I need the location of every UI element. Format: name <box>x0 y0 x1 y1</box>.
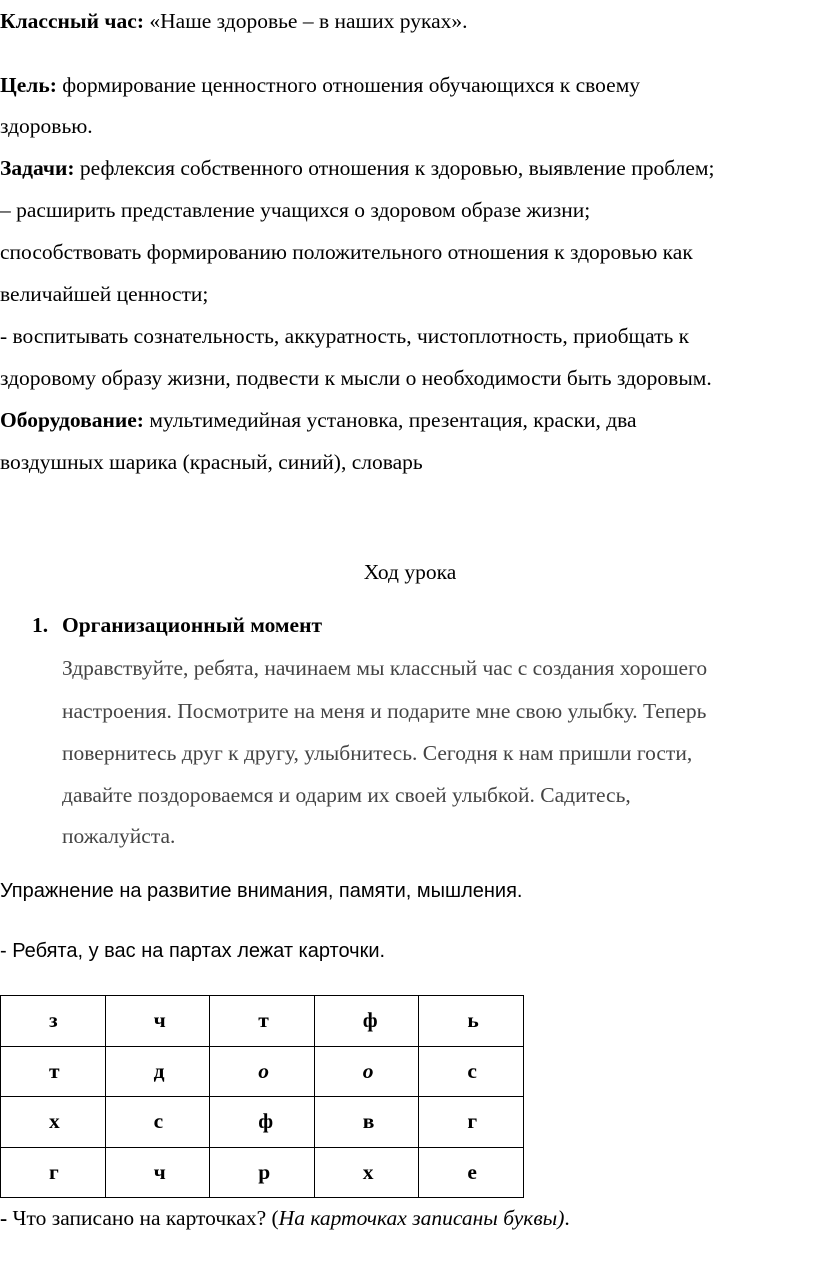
tasks-line-2: – расширить представление учащихся о здоровом образе жизни; <box>0 198 591 222</box>
question-answer: На карточках записаны буквы) <box>278 1206 565 1230</box>
table-cell: т <box>1 1046 106 1097</box>
table-cell: г <box>1 1147 106 1198</box>
tasks-line-4: величайшей ценности; <box>0 282 209 306</box>
tasks-text-1: рефлексия собственного отношения к здоровью, выявление проблем; <box>74 156 715 180</box>
exercise-title: Упражнение на развитие внимания, памяти, мышления. <box>0 880 523 902</box>
class-hour-label: Классный час: <box>0 9 145 33</box>
equipment-text-1: мультимедийная установка, презентация, краски, два <box>143 408 637 432</box>
table-row <box>1 1046 524 1097</box>
table-cell: в <box>314 1097 419 1148</box>
goal-line-2: здоровью. <box>0 114 93 138</box>
table-cell: с <box>105 1097 210 1148</box>
tasks-label: Задачи: <box>0 156 75 180</box>
table-cell: д <box>105 1046 210 1097</box>
table-cell: о <box>210 1046 315 1097</box>
table-cell: з <box>1 996 106 1047</box>
section-paragraph-line-1: Здравствуйте, ребята, начинаем мы классный час с создания хорошего <box>62 656 708 680</box>
table-cell: х <box>1 1097 106 1148</box>
table-row <box>1 1147 524 1198</box>
goal-line-1 <box>0 72 640 98</box>
table-cell: г <box>419 1097 524 1148</box>
tasks-line-1 <box>0 155 714 181</box>
section-paragraph-line-3: повернитесь друг к другу, улыбнитесь. Сегодня к нам пришли гости, <box>62 741 693 765</box>
section-title: Организационный момент <box>62 613 323 637</box>
table-cell: р <box>210 1147 315 1198</box>
tasks-line-5: - воспитывать сознательность, аккуратность, чистоплотность, приобщать к <box>0 324 690 348</box>
section-number: 1. <box>32 613 49 637</box>
table-cell: т <box>210 996 315 1047</box>
equipment-line-1 <box>0 407 637 433</box>
tasks-line-6: здоровому образу жизни, подвести к мысли о необходимости быть здоровым. <box>0 366 712 390</box>
equipment-line-2: воздушных шарика (красный, синий), словарь <box>0 450 423 474</box>
class-hour-title: «Наше здоровье – в наших руках». <box>144 9 468 33</box>
question-end: . <box>564 1206 570 1230</box>
table-cell: ь <box>419 996 524 1047</box>
table-cell: ч <box>105 996 210 1047</box>
table-cell: ф <box>210 1097 315 1148</box>
class-hour-line <box>0 8 468 34</box>
table-cell: о <box>314 1046 419 1097</box>
lesson-heading: Ход урока <box>363 560 457 584</box>
table-cell: е <box>419 1147 524 1198</box>
table-cell: х <box>314 1147 419 1198</box>
letter-grid-table <box>0 995 524 1198</box>
section-paragraph-line-2: настроения. Посмотрите на меня и подарите мне свою улыбку. Теперь <box>62 699 707 723</box>
section-paragraph-line-4: давайте поздороваемся и одарим их своей улыбкой. Садитесь, <box>62 783 631 807</box>
goal-label: Цель: <box>0 73 57 97</box>
goal-text-1: формирование ценностного отношения обучающихся к своему <box>56 73 641 97</box>
exercise-intro: - Ребята, у вас на партах лежат карточки. <box>0 940 386 962</box>
table-row <box>1 1097 524 1148</box>
table-cell: с <box>419 1046 524 1097</box>
question-text: Что записано на карточках? ( <box>7 1206 279 1230</box>
table-cell: ф <box>314 996 419 1047</box>
tasks-line-3: способствовать формированию положительного отношения к здоровью как <box>0 240 693 264</box>
equipment-label: Оборудование: <box>0 408 144 432</box>
table-cell: ч <box>105 1147 210 1198</box>
question-line <box>0 1205 570 1231</box>
question-dash: - <box>0 1206 8 1230</box>
table-row <box>1 996 524 1047</box>
section-paragraph-line-5: пожалуйста. <box>62 824 176 848</box>
